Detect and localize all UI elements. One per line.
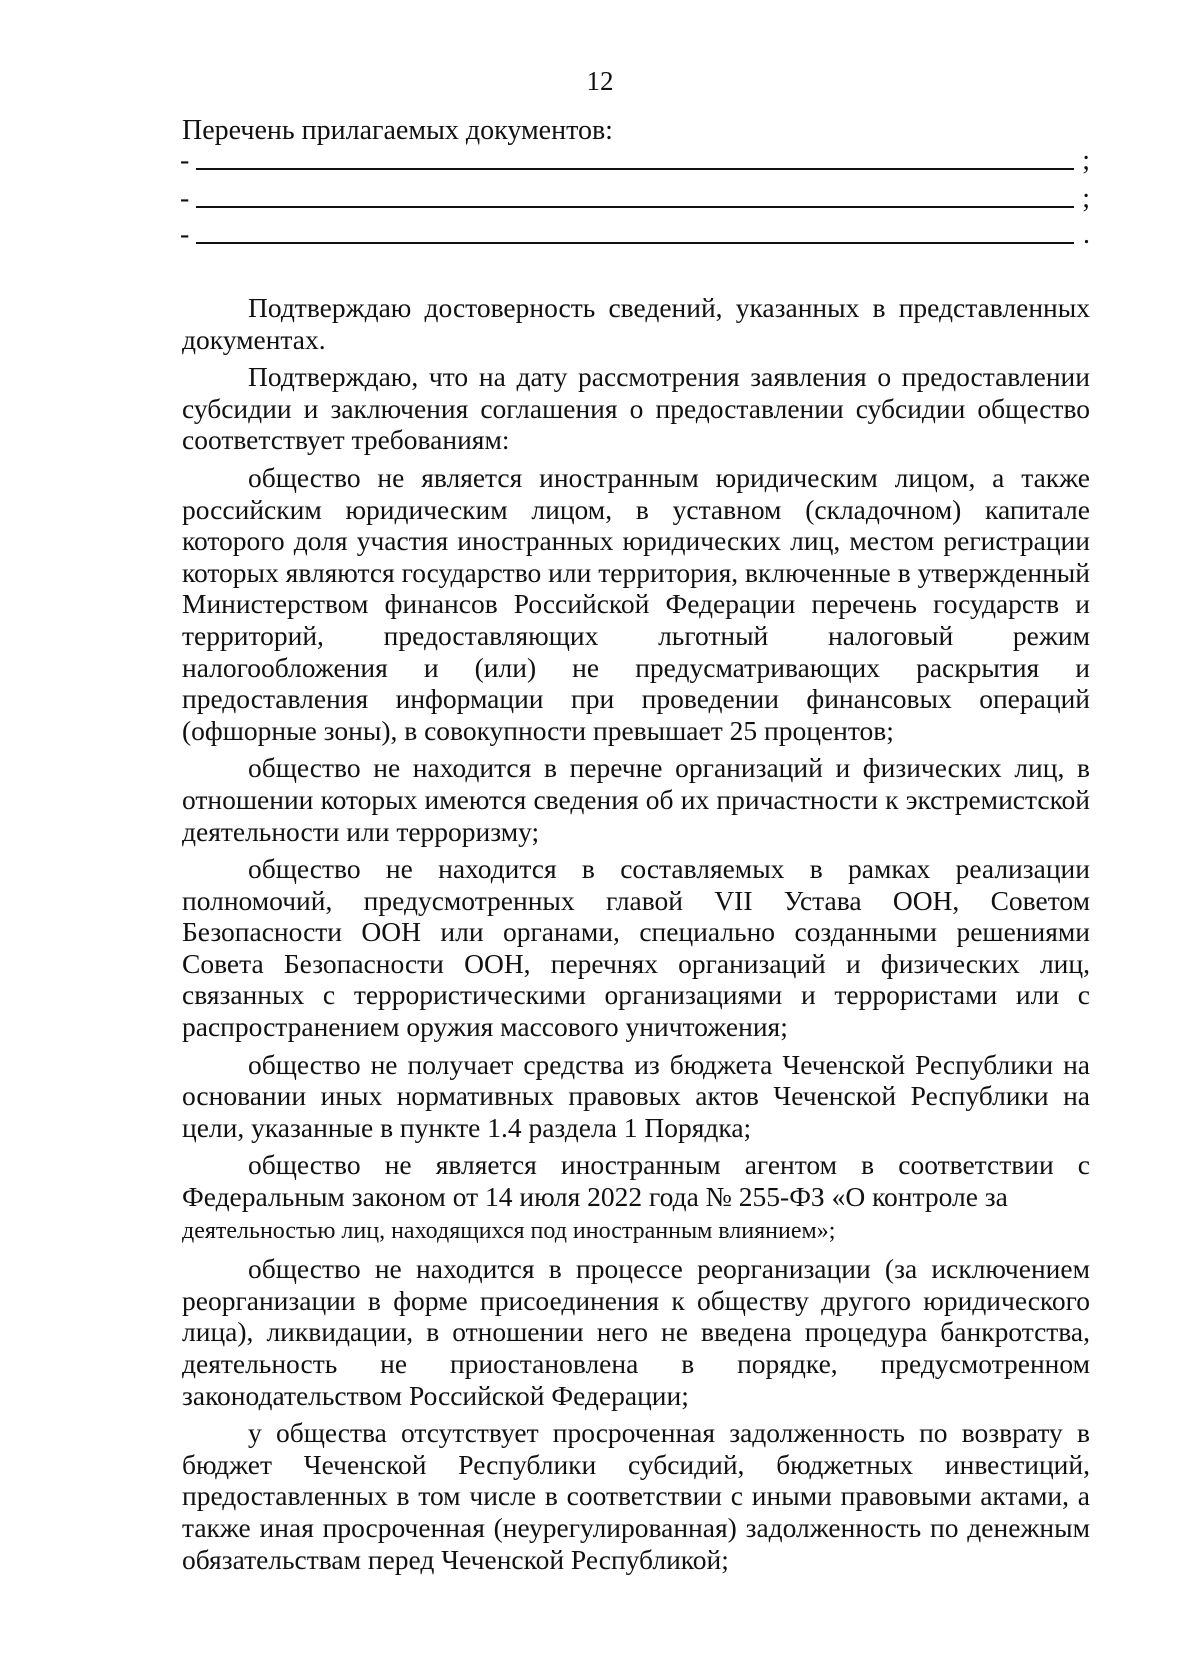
foreign-agent-text: общество не является иностранным агентом в соответствии с Федеральным законом от 14 июля 2022 года № 255-ФЗ «О контроле за [182,1149,1090,1213]
line-dash: - [180,145,190,176]
fill-in-rule [196,168,1074,170]
line-dash: - [180,183,190,214]
paragraph-confirm-requirements: Подтверждаю, что на дату рассмотрения заявления о предоставлении субсидии и заключения соглашения о предоставлении субсидии общество соответствует требованиям: [182,361,1090,456]
body-text [182,292,1090,1581]
document-blank-line-2 [180,184,1090,214]
paragraph-not-extremist-list: общество не находится в перечне организаций и физических лиц, в отношении которых имеются сведения об их причастности к экстремистской деятельности или терроризму; [182,752,1090,847]
document-blank-line-1 [180,146,1090,176]
line-end-mark: ; [1082,183,1090,214]
line-end-mark: ; [1082,145,1090,176]
paragraph-not-foreign-entity: общество не является иностранным юридическим лицом, а также российским юридическим лицом, в уставном (складочном) капитале которого доля участия иностранных юридических лиц, местом регистрации которых являются государство или территория, включенные в утвержденный Министерством финансов Российской Федерации перечень государств и территорий, предоставляющих льготный налоговый режим налогообложения и (или) не предусматривающих раскрытия и предоставления информации при проведении финансовых операций (офшорные зоны), в совокупности превышает 25 процентов; [182,461,1090,746]
page-number: 12 [586,66,614,96]
document-blank-line-3 [180,220,1090,250]
paragraph-no-reorganization: общество не находится в процессе реорганизации (за исключением реорганизации в форме присоединения к обществу другого юридического лица), ликвидации, в отношении него не введена процедура банкротства, деятельность не приостановлена в порядке, предусмотренном законодательством Российской Федерации; [182,1253,1090,1411]
fill-in-rule [196,206,1074,208]
fill-in-rule [196,242,1074,244]
line-dash: - [180,219,190,250]
foreign-agent-text-tail: деятельностью лиц, находящихся под иностранным влиянием»; [182,1217,836,1244]
paragraph-not-un-list: общество не находится в составляемых в рамках реализации полномочий, предусмотренных главой VII Устава ООН, Советом Безопасности ООН или органами, специально созданными решениями Совета Безопасности ООН, перечнях организаций и физических лиц, связанных с террористическими организациями и террористами или с распространением оружия массового уничтожения; [182,853,1090,1043]
paragraph-no-other-budget-funds: общество не получает средства из бюджета Чеченской Республики на основании иных нормативных правовых актов Чеченской Республики на цели, указанные в пункте 1.4 раздела 1 Порядка; [182,1048,1090,1143]
paragraph-no-overdue-debt: у общества отсутствует просроченная задолженность по возврату в бюджет Чеченской Республики субсидий, бюджетных инвестиций, предоставленных в том числе в соответствии с иными правовыми актами, а также иная просроченная (неурегулированная) задолженность по денежным обязательствам перед Чеченской Республикой; [182,1417,1090,1575]
line-end-mark: . [1083,219,1090,250]
paragraph-not-foreign-agent [182,1149,1090,1247]
paragraph-confirm-accuracy: Подтверждаю достоверность сведений, указанных в представленных документах. [182,292,1090,355]
attached-documents-heading: Перечень прилагаемых документов: [182,115,613,146]
